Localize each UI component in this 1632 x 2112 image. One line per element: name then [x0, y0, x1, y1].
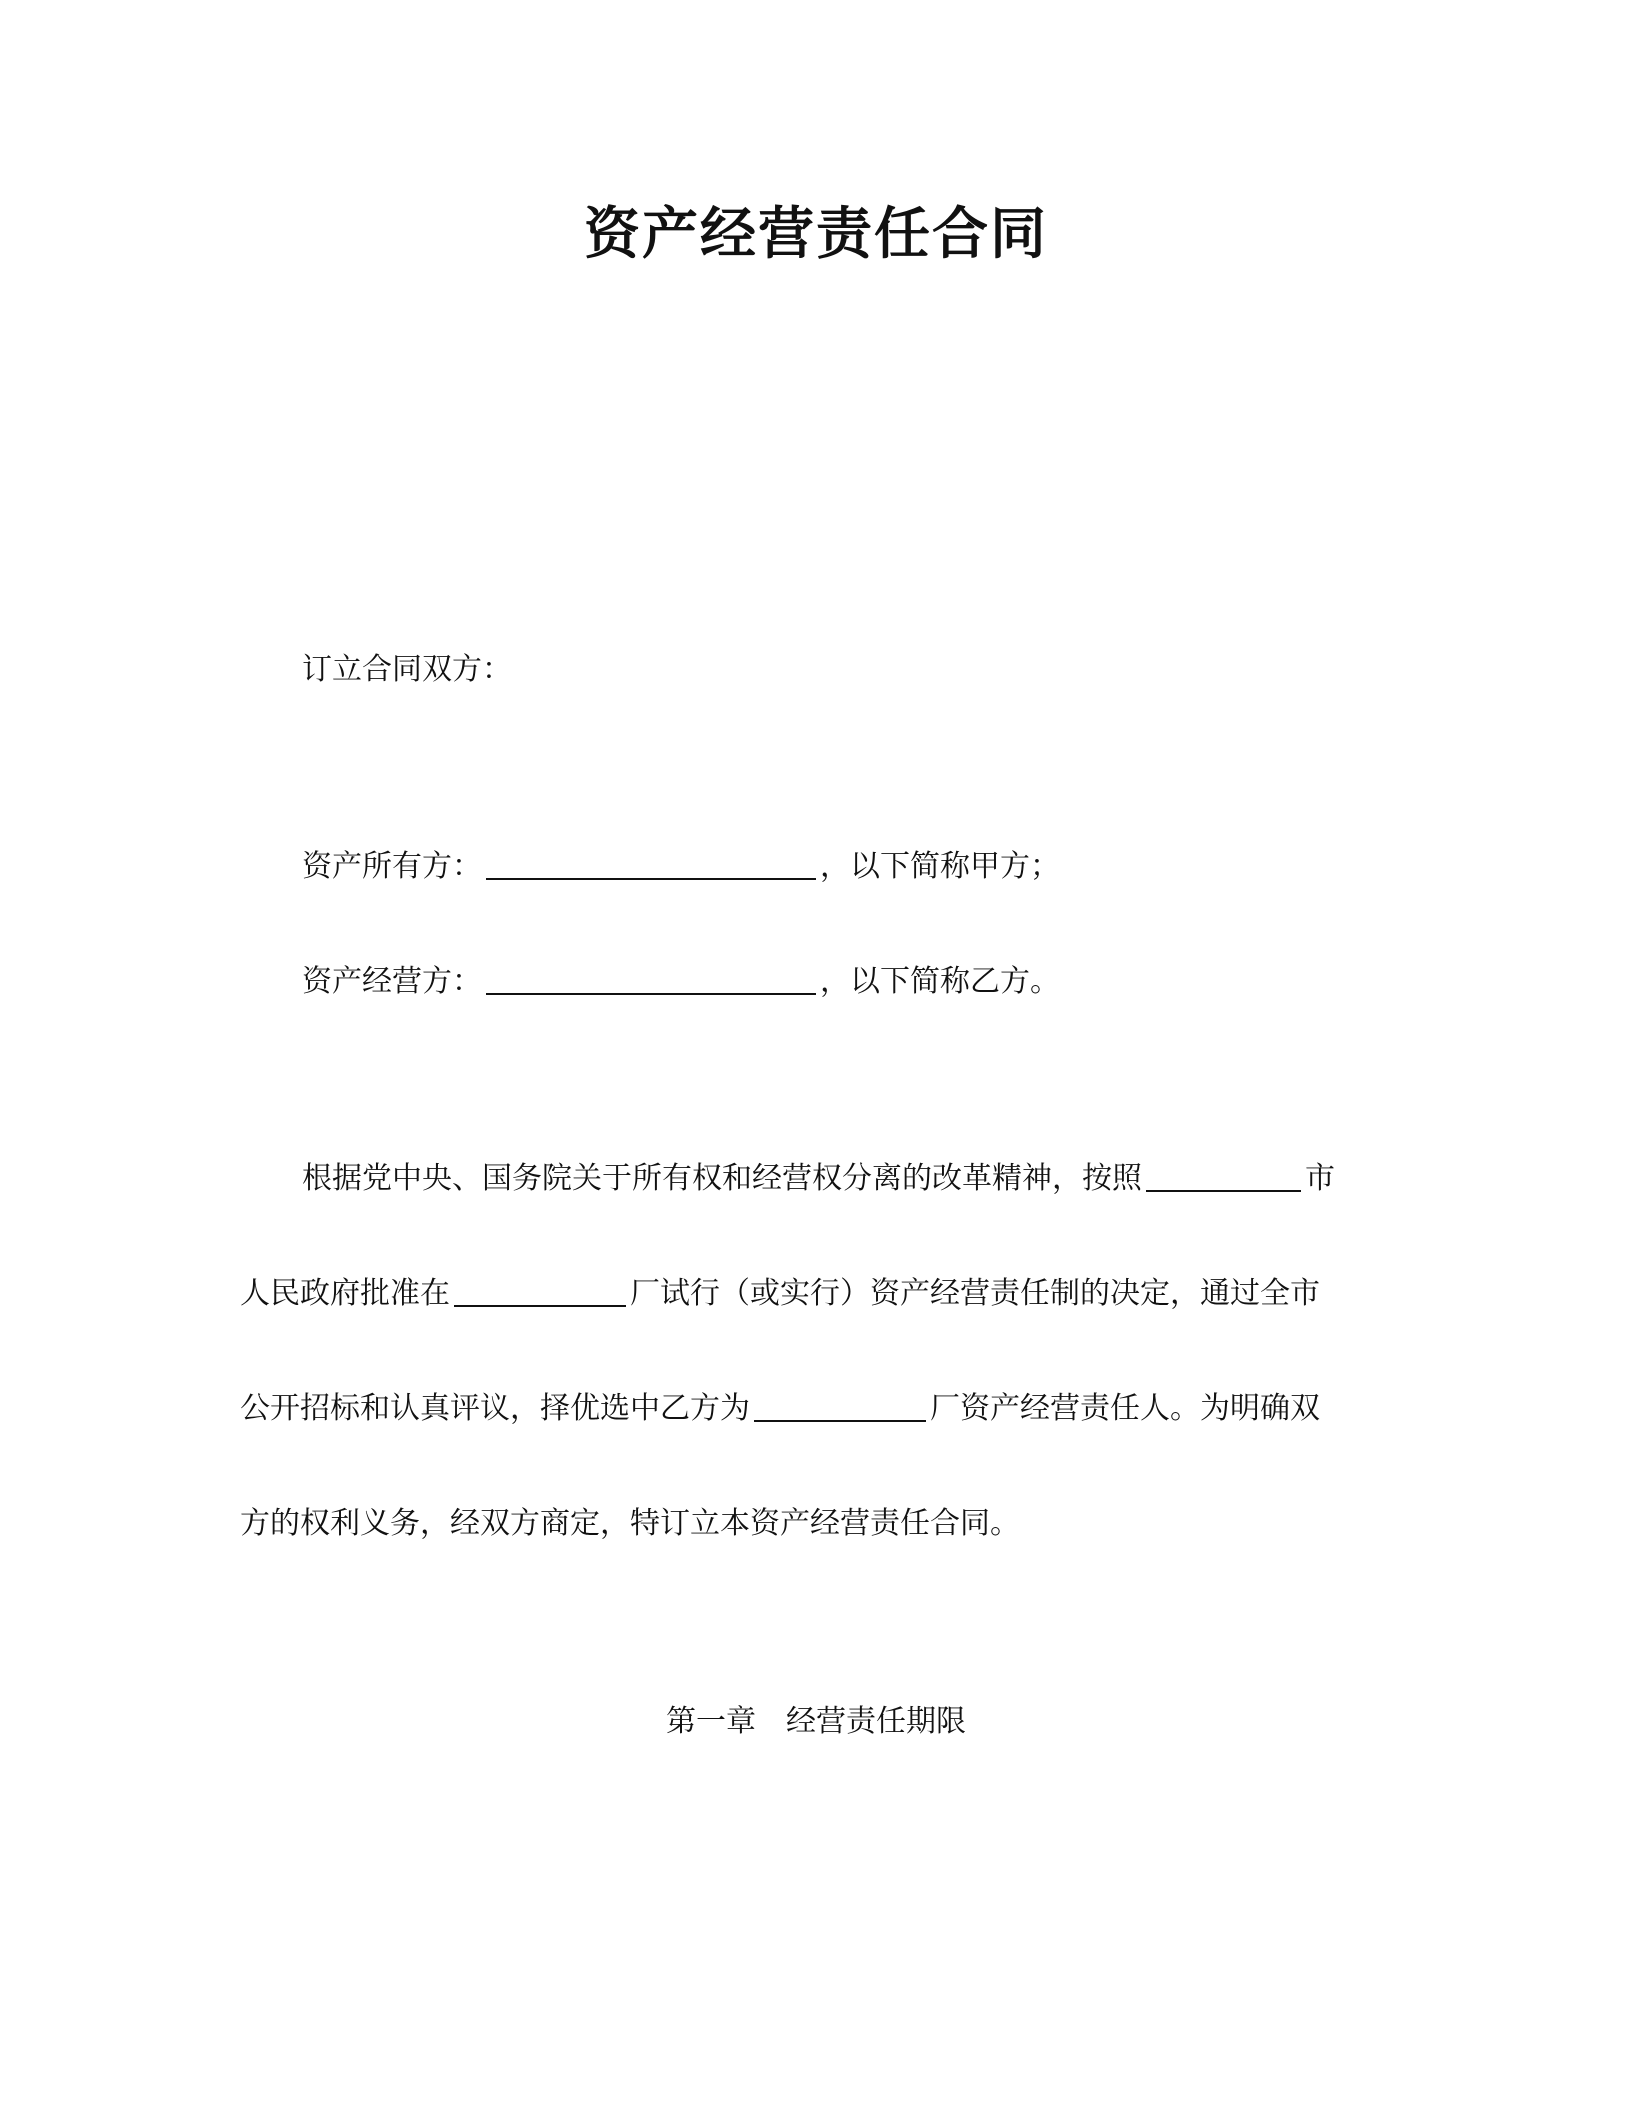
- operator-label: 资产经营方：: [302, 964, 482, 999]
- operator-name-blank[interactable]: [486, 961, 816, 995]
- owner-name-blank[interactable]: [486, 846, 816, 880]
- para1-text: 人民政府批准在: [240, 1276, 450, 1311]
- factory-blank[interactable]: [454, 1273, 626, 1307]
- owner-label: 资产所有方：: [302, 849, 482, 884]
- para1-text: 厂试行（或实行）资产经营责任制的决定，通过全市: [630, 1276, 1320, 1311]
- city-blank[interactable]: [1146, 1158, 1301, 1192]
- factory-responsible-blank[interactable]: [754, 1388, 926, 1422]
- parties-heading: 订立合同双方：: [302, 652, 512, 687]
- document-title: 资产经营责任合同: [584, 202, 1048, 267]
- para1-line3: [240, 1387, 1320, 1431]
- para1-text: 市: [1305, 1161, 1335, 1196]
- para1-line4: 方的权利义务，经双方商定，特订立本资产经营责任合同。: [240, 1506, 1020, 1541]
- para1-line1: [302, 1157, 1335, 1201]
- para1-text: 厂资产经营责任人。为明确双: [930, 1391, 1320, 1426]
- owner-line: [302, 845, 1060, 889]
- para1-line2: [240, 1272, 1320, 1316]
- para1-text: 公开招标和认真评议，择优选中乙方为: [240, 1391, 750, 1426]
- operator-suffix: ，以下简称乙方。: [820, 964, 1060, 999]
- operator-line: [302, 960, 1060, 1004]
- para1-text: 根据党中央、国务院关于所有权和经营权分离的改革精神，按照: [302, 1161, 1142, 1196]
- owner-suffix: ，以下简称甲方；: [820, 849, 1060, 884]
- chapter-heading: 第一章 经营责任期限: [666, 1704, 966, 1739]
